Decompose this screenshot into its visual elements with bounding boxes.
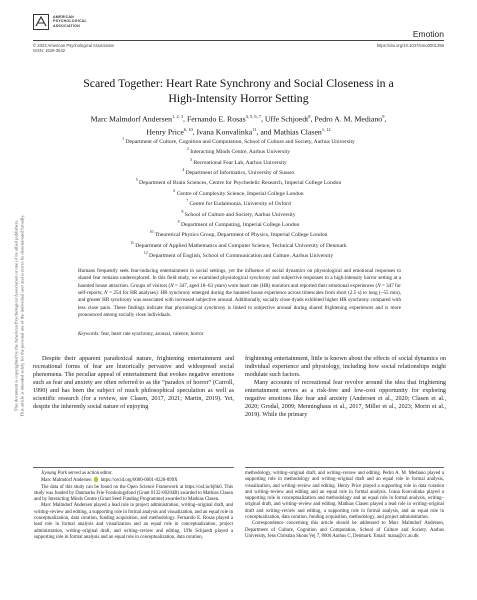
- abstract-text-2: = 347, aged 18–63 years) wore heart rate (HR) monitors and reported their emotional experiences (: [173, 282, 378, 289]
- publisher-logo: [33, 14, 87, 30]
- apa-logo-icon: [33, 14, 49, 30]
- affiliation-item: [40, 229, 437, 239]
- author-affil-sup: 6, 10: [183, 126, 193, 132]
- body-paragraph: Despite their apparent paradoxical nature, frightening entertainment and recreational forms of fear are historically pervasive and widespread social phenomena. The peculiar appeal of entertainment that evokes negative emotions such as fear and anxiety are often referred to as the “paradox of horror” (Carroll, 1990) and has been the subject of much philosophical speculation as well as scientific research (for a review, see Clasen, 2017, 2021; Martin, 2019). Yet, despite the inherently social nature of enjoying: [33, 356, 234, 411]
- keywords: [78, 331, 203, 337]
- title-line-1: Scared Together: Heart Rate Synchrony and Social Closeness in a: [83, 76, 394, 90]
- affiliation-text: Interacting Minds Centre, Aarhus University: [190, 149, 291, 156]
- author-line-2: Henry Price$^{6, 10}$, Ivana Konvalinka$^{11}$, and Mathias Clasen$^{1, 12}$: [146, 126, 331, 137]
- affiliation-item: [40, 188, 437, 198]
- author-name: Ivana Konvalinka: [196, 127, 253, 137]
- orcid-author-name: Marc Malmdorf Andersen: [41, 478, 92, 484]
- author-affil-sup: 9: [382, 114, 385, 119]
- abstract-text-4: = 254 for HR analyses). HR synchrony emerged during the haunted house experience across timescales from short (2.5 s) to long (~55 min), and greater HR synchrony was associated with increased subjective arousal. Additionally, socially close dyads exhibited higher HR synchrony compared with less close pairs. These findings indicate that physiological synchrony is linked to subjective arousal during shared frightening experiences and is more pronounced among socially close individuals.: [78, 290, 401, 319]
- affiliation-item: [40, 209, 437, 219]
- author-name: Pedro A. M. Mediano: [314, 114, 383, 124]
- keywords-label: Keywords:: [78, 331, 100, 337]
- author-affil-sup: 8: [308, 114, 311, 119]
- copyright-line: © 2023 American Psychological Association: [33, 43, 115, 48]
- author-notes-left: [34, 471, 233, 541]
- logo-wordmark: [53, 15, 87, 28]
- affiliation-number: 6: [173, 188, 176, 193]
- logo-line-1: AMERICAN: [53, 15, 74, 19]
- affiliation-text: Department of Brain Sciences, Centre for Psychedelic Research, Imperial College London: [139, 180, 342, 187]
- header-rule: [33, 40, 444, 41]
- affiliation-item: [40, 136, 437, 146]
- journal-name: Emotion: [412, 29, 444, 39]
- author-name: Marc Malmdorf Andersen: [90, 114, 173, 124]
- side-notice-line1: This document is copyrighted by the American Psychological Association or one of its allied publishers.: [13, 219, 19, 412]
- affiliation-number: 3: [190, 157, 193, 162]
- affiliation-number: 2: [186, 147, 189, 152]
- affiliation-number: 7: [186, 199, 189, 204]
- note-paragraph: methodology, writing–original draft, and writing–review and editing. Pedro A. M. Mediano played a supporting role in methodology and writing–original draft and an equal role in formal analysis, visualization, and writing–review and editing. Henry Price played a supporting role in data curation and writing–review and editing and an equal role in formal analysis. Ivana Konvalinka played a supporting role in conceptualization and methodology and an equal role in formal analysis, writing–original draft, and writing–review and editing. Mathias Clasen played a lead role in writing–original draft and writing–review and editing, a supporting role in formal analysis, and an equal role in conceptualization, data curation, funding acquisition, methodology, and project administration.: [245, 471, 444, 521]
- author-name: Uffe Schjoedt: [264, 114, 309, 124]
- affiliation-item: [40, 198, 437, 208]
- title-line-2: High-Intensity Horror Setting: [168, 91, 309, 105]
- author-name: and Mathias Clasen: [260, 127, 322, 137]
- issn-line: ISSN: 1528-3542: [33, 48, 66, 54]
- body-column-left: [33, 355, 234, 411]
- affiliation-text: Department of Computing, Imperial College London: [180, 221, 300, 228]
- affiliation-text: Centre for Eudaimonia, University of Oxford: [189, 201, 291, 208]
- publication-meta: [33, 43, 114, 54]
- affiliation-number: 4: [182, 168, 185, 173]
- abstract-n-symbol: N: [377, 282, 381, 289]
- author-affil-sup: 4, 5, 6, 7: [245, 114, 261, 119]
- affiliation-item: [40, 157, 437, 167]
- abstract-n-symbol: N: [104, 290, 108, 297]
- body-paragraph: Many accounts of recreational fear revolve around the idea that frightening entertainment serves as a risk-free and low-cost opportunity for exploring negative emotions like fear and anxiety (Andersen et al., 2020; Clasen et al., 2020; Grodal, 2009; Menninghaus et al., 2017, Miller et al., 2023; Morin et al., 2019). While the primary: [245, 380, 446, 419]
- author-name: Henry Price: [146, 127, 184, 137]
- side-notice-line2: This article is intended solely for the personal use of the individual user and is not to be disseminated broadly.: [19, 214, 24, 417]
- note-paragraph: The data of this study can be found on the Open Science Framework at https://osf.io/bj6k6. This study was funded by Danmarks Frie Forskningsfond (Grant 0132-00204B) awarded to Mathias Clasen and by Interacting Minds Centre (Grant Seed Funding Programme) awarded to Mathias Clasen.: [34, 484, 233, 503]
- note-paragraph: Correspondence concerning this article should be addressed to Marc Malmdorf Andersen, Department of Culture, Cognition and Computation, School of Culture and Society, Aarhus University, Jens Christian Skous Vej 7, 8000 Aarhus C, Denmark. Email: mana@cc.au.dk: [245, 521, 444, 539]
- note-paragraph: [34, 477, 233, 484]
- affiliation-number: 1: [122, 137, 125, 141]
- affiliation-text: Theoretical Physics Group, Department of Physics, Imperial College London: [154, 232, 328, 239]
- action-editor-name: Jiyoung Park: [41, 471, 67, 476]
- author-affil-sup: 11: [252, 126, 257, 132]
- abstract-n-symbol: N: [170, 282, 174, 289]
- affiliation-item: [40, 219, 437, 229]
- affiliation-list: [40, 136, 437, 260]
- affiliation-number: 10: [149, 230, 154, 235]
- logo-line-2: PSYCHOLOGICAL: [53, 19, 87, 24]
- author-affil-sup: 1, 12: [321, 126, 331, 132]
- author-line-1: Marc Malmdorf Andersen$^{1, 2, 3}$, Fernando E. Rosas$^{4, 5, 6, 7}$, Uffe Schjoedt$^8$, Pedro A. M. Mediano$^9$,: [90, 114, 387, 124]
- affiliation-number: 5: [135, 178, 138, 183]
- article-title: [40, 76, 437, 106]
- abstract-text-1: Humans frequently seek fear-inducing entertainment in social settings, yet the influence of social dynamics on physiological and emotional responses to shared fear remains underexplored. In this field study, we examined physiological synchrony and subjective responses to a high-intensity horror setting at a haunted house attraction. Groups of visitors (: [78, 268, 401, 289]
- affiliation-item: [40, 146, 437, 156]
- author-list: [40, 112, 437, 137]
- keywords-text: fear, heart rate synchrony, arousal, valence, horror: [101, 331, 204, 337]
- doi-link[interactable]: https://doi.org/10.1037/emo0001356: [376, 43, 444, 48]
- affiliation-text: Centre of Complexity Science, Imperial College London: [176, 190, 304, 197]
- affiliation-item: [40, 167, 437, 177]
- affiliation-number: 12: [143, 250, 148, 255]
- affiliation-item: [40, 240, 437, 250]
- author-name: Fernando E. Rosas: [186, 114, 246, 124]
- abstract: [78, 268, 401, 319]
- orcid-icon[interactable]: [94, 477, 99, 482]
- copyright-side-notice: [13, 101, 24, 531]
- body-column-right: [245, 355, 446, 419]
- footnote-rule: [245, 467, 444, 468]
- affiliation-text: Department of Culture, Cognition and Computation, School of Culture and Society, Aarhus University: [125, 138, 355, 145]
- affiliation-number: 9: [177, 219, 180, 224]
- orcid-link[interactable]: https://orcid.org/0000-0001-8228-899X: [100, 478, 178, 484]
- affiliation-text: Department of Informatics, University of Sussex: [185, 169, 295, 176]
- note-text: served as action editor.: [66, 471, 113, 476]
- author-notes-right: [245, 471, 444, 540]
- affiliation-item: [40, 250, 437, 260]
- logo-line-3: ASSOCIATION: [53, 23, 80, 28]
- abstract-text-3: = 347 for self-reports;: [78, 282, 401, 297]
- body-paragraph: frightening entertainment, little is known about the effects of social dynamics on individual experience and physiology, including how social relationships might modulate such factors.: [245, 356, 446, 379]
- note-paragraph: Marc Malmdorf Andersen played a lead role in project administration, writing–original draft, and writing–review and editing, a supporting role in formal analysis and visualization, and an equal role in conceptualization, data curation, funding acquisition, and methodology. Fernando E. Rosas played a lead role in formal analysis and visualization and an equal role in conceptualization, project administration, writing–original draft, and writing–review and editing. Uffe Schjoedt played a supporting role in formal analysis and an equal role in conceptualization, data curation,: [34, 503, 233, 540]
- author-affil-sup: 1, 2, 3: [172, 114, 184, 119]
- footnote-rule: [33, 467, 234, 468]
- affiliation-text: School of Culture and Society, Aarhus University: [184, 211, 296, 218]
- affiliation-item: [40, 177, 437, 187]
- affiliation-text: Department of Applied Mathematics and Computer Science, Technical University of Denmark: [135, 242, 347, 249]
- affiliation-number: 11: [130, 240, 134, 245]
- affiliation-text: Recreational Fear Lab, Aarhus University: [193, 159, 287, 166]
- affiliation-text: Department of English, School of Communication and Culture, Aarhus University: [149, 252, 334, 259]
- affiliation-number: 8: [181, 209, 184, 214]
